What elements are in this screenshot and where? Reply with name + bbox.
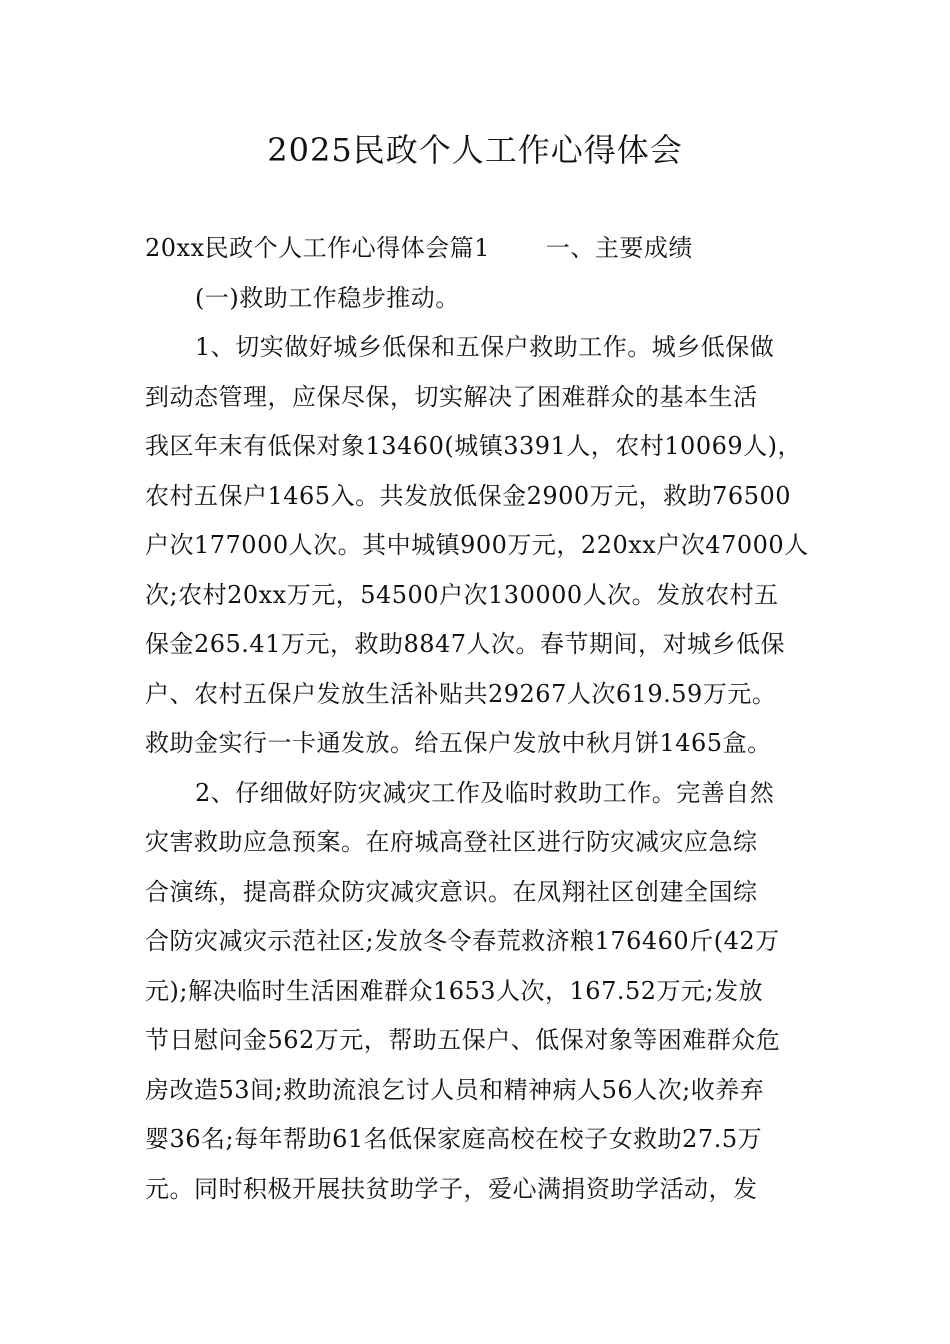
article-heading: 20xx民政个人工作心得体会篇1 — [145, 234, 490, 262]
paragraph-line: 房改造53间;救助流浪乞讨人员和精神病人56人次;收养弃 — [145, 1075, 765, 1104]
paragraph-line: 元);解决临时生活困难群众1653人次，167.52万元;发放 — [145, 976, 764, 1005]
paragraph-line: 2、仔细做好防灾减灾工作及临时救助工作。完善自然 — [195, 778, 775, 807]
paragraph-line: 节日慰问金562万元，帮助五保户、低保对象等困难群众危 — [145, 1026, 781, 1054]
paragraph-line: 保金265.41万元，救助8847人次。春节期间，对城乡低保 — [145, 630, 786, 658]
section-heading: 一、主要成绩 — [545, 234, 693, 262]
paragraph-line: 救助金实行一卡通发放。给五保户发放中秋月饼1465盒。 — [145, 729, 772, 757]
paragraph-line: 农村五保户1465入。共发放低保金2900万元，救助76500 — [145, 481, 792, 510]
paragraph-line: 我区年末有低保对象13460(城镇3391人，农村10069人)， — [145, 432, 802, 460]
subsection-heading: (一)救助工作稳步推动。 — [195, 283, 460, 312]
paragraph-line: 灾害救助应急预案。在府城高登社区进行防灾减灾应急综 — [145, 828, 758, 856]
paragraph-line: 到动态管理，应保尽保，切实解决了困难群众的基本生活 — [145, 382, 758, 411]
paragraph-line: 合防灾减灾示范社区;发放冬令春荒救济粮176460斤(42万 — [145, 927, 780, 955]
section-heading-line — [145, 224, 809, 274]
paragraph-line: 元。同时积极开展扶贫助学子，爱心满捐资助学活动，发 — [145, 1174, 758, 1203]
paragraph-line: 户、农村五保户发放生活补贴共29267人次619.59万元。 — [145, 679, 777, 708]
paragraph-line: 1、切实做好城乡低保和五保户救助工作。城乡低保做 — [195, 333, 775, 361]
paragraph-line: 户次177000人次。其中城镇900万元，220xx户次47000人 — [145, 531, 809, 559]
document-title: 2025民政个人工作心得体会 — [267, 131, 683, 169]
paragraph-line: 婴36名;每年帮助61名低保家庭高校在校子女救助27.5万 — [145, 1125, 763, 1153]
paragraph-line: 合演练，提高群众防灾减灾意识。在凤翔社区创建全国综 — [145, 877, 758, 906]
paragraph-line: 次;农村20xx万元，54500户次130000人次。发放农村五 — [145, 580, 779, 609]
document-body — [145, 224, 809, 1214]
